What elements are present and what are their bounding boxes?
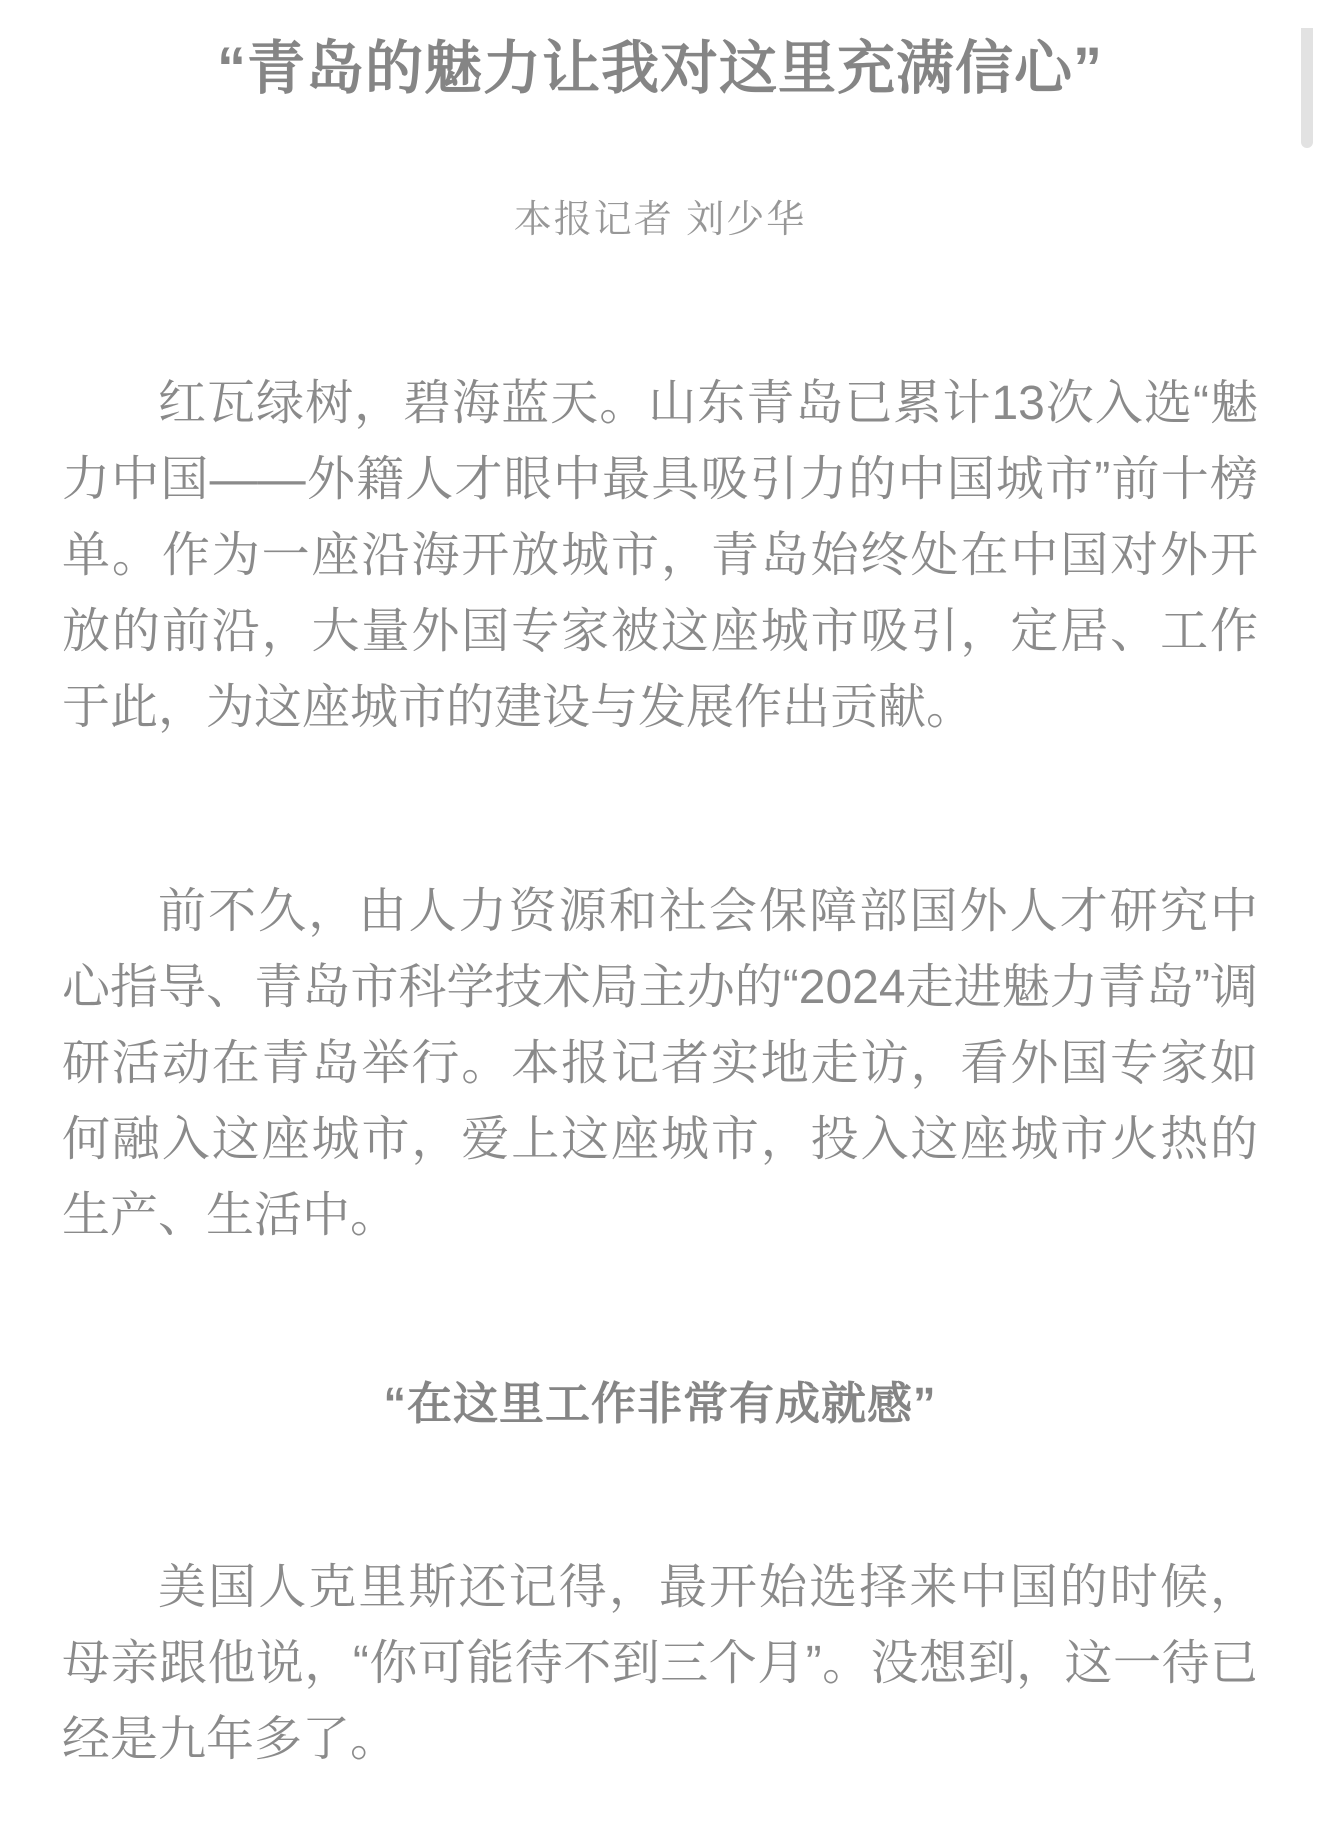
article-paragraph-1: 红瓦绿树，碧海蓝天。山东青岛已累计13次入选“魅力中国——外籍人才眼中最具吸引力的中国城市”前十榜单。作为一座沿海开放城市，青岛始终处在中国对外开放的前沿，大量外国专家被这座城市吸引，定居、工作于此，为这座城市的建设与发展作出贡献。: [62, 377, 1258, 734]
article-paragraph-3: 美国人克里斯还记得，最开始选择来中国的时候，母亲跟他说，“你可能待不到三个月”。没想到，这一待已经是九年多了。: [62, 1561, 1258, 1766]
section-heading: “在这里工作非常有成就感”: [383, 1378, 937, 1429]
article-paragraph-2: 前不久，由人力资源和社会保障部国外人才研究中心指导、青岛市科学技术局主办的“2024走进魅力青岛”调研活动在青岛举行。本报记者实地走访，看外国专家如何融入这座城市，爱上这座城市，投入这座城市火热的生产、生活中。: [62, 885, 1258, 1242]
article-title: “青岛的魅力让我对这里充满信心”: [216, 36, 1103, 101]
article-page: [0, 28, 1320, 1827]
article-byline: 本报记者 刘少华: [513, 199, 807, 241]
scrollbar-thumb[interactable]: [1301, 28, 1313, 148]
